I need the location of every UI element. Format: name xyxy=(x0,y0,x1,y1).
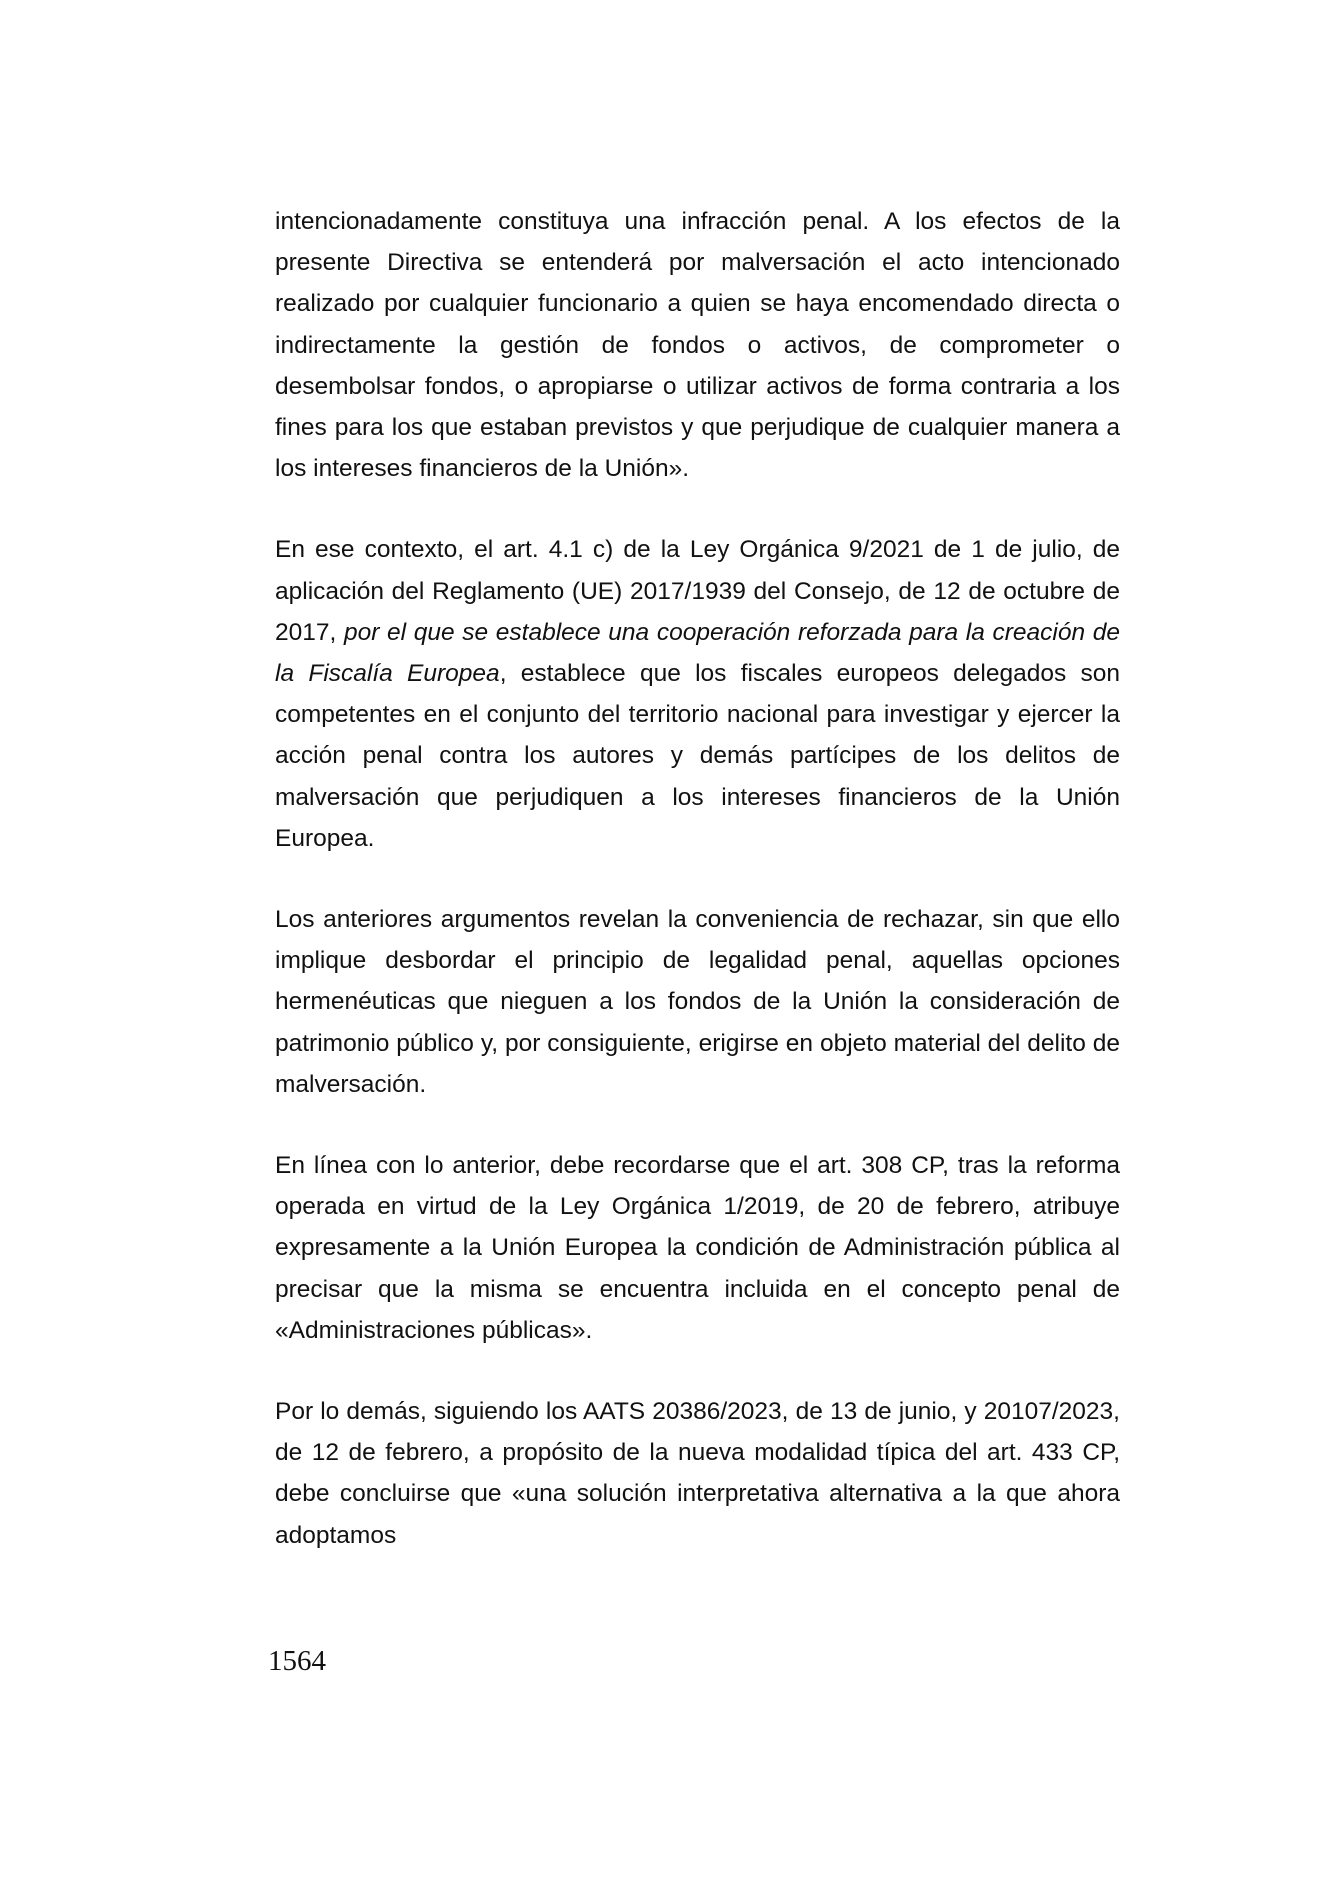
paragraph-5 xyxy=(275,1391,1120,1556)
paragraph-2-italic-title: por el que se establece una cooperación reforzada para la creación de la Fiscalía Europea xyxy=(275,618,1121,688)
paragraph-2-text-after: , establece que los fiscales europeos delegados son competentes en el conjunto del territorio nacional para investigar y ejercer la acción penal contra los autores y demás partícipes de los delitos de malversación que perjudiquen a los intereses financieros de la Unión Europea. xyxy=(275,660,1120,852)
paragraph-2-text-before: En ese contexto, el art. 4.1 c) de la Ley Orgánica 9/2021 de 1 de julio, de aplicación del Reglamento (UE) 2017/1939 del Consejo, de 12 de octubre de 2017, xyxy=(275,536,1120,646)
paragraph-4-text: En línea con lo anterior, debe recordarse que el art. 308 CP, tras la reforma operada en virtud de la Ley Orgánica 1/2019, de 20 de febrero, atribuye expresamente a la Unión Europea la condición de Administración pública al precisar que la misma se encuentra incluida en el concepto penal de «Administraciones públicas». xyxy=(275,1152,1120,1344)
paragraph-5-text: Por lo demás, siguiendo los AATS 20386/2023, de 13 de junio, y 20107/2023, de 12 de febrero, a propósito de la nueva modalidad típica del art. 433 CP, debe concluirse que «una solución interpretativa alternativa a la que ahora adoptamos xyxy=(275,1398,1120,1549)
paragraph-3 xyxy=(275,899,1120,1105)
paragraph-4 xyxy=(275,1145,1120,1351)
paragraph-3-text: Los anteriores argumentos revelan la conveniencia de rechazar, sin que ello implique desbordar el principio de legalidad penal, aquellas opciones hermenéuticas que nieguen a los fondos de la Unión la consideración de patrimonio público y, por consiguiente, erigirse en objeto material del delito de malversación. xyxy=(275,906,1120,1098)
paragraph-2 xyxy=(275,529,1120,859)
paragraph-1-text: intencionadamente constituya una infracción penal. A los efectos de la presente Directiva se entenderá por malversación el acto intencionado realizado por cualquier funcionario a quien se haya encomendado directa o indirectamente la gestión de fondos o activos, de comprometer o desembolsar fondos, o apropiarse o utilizar activos de forma contraria a los fines para los que estaban previstos y que perjudique de cualquier manera a los intereses financieros de la Unión». xyxy=(275,208,1120,483)
page-number: 1564 xyxy=(268,1645,326,1677)
body-text xyxy=(275,201,1120,1556)
paragraph-1 xyxy=(275,201,1120,489)
